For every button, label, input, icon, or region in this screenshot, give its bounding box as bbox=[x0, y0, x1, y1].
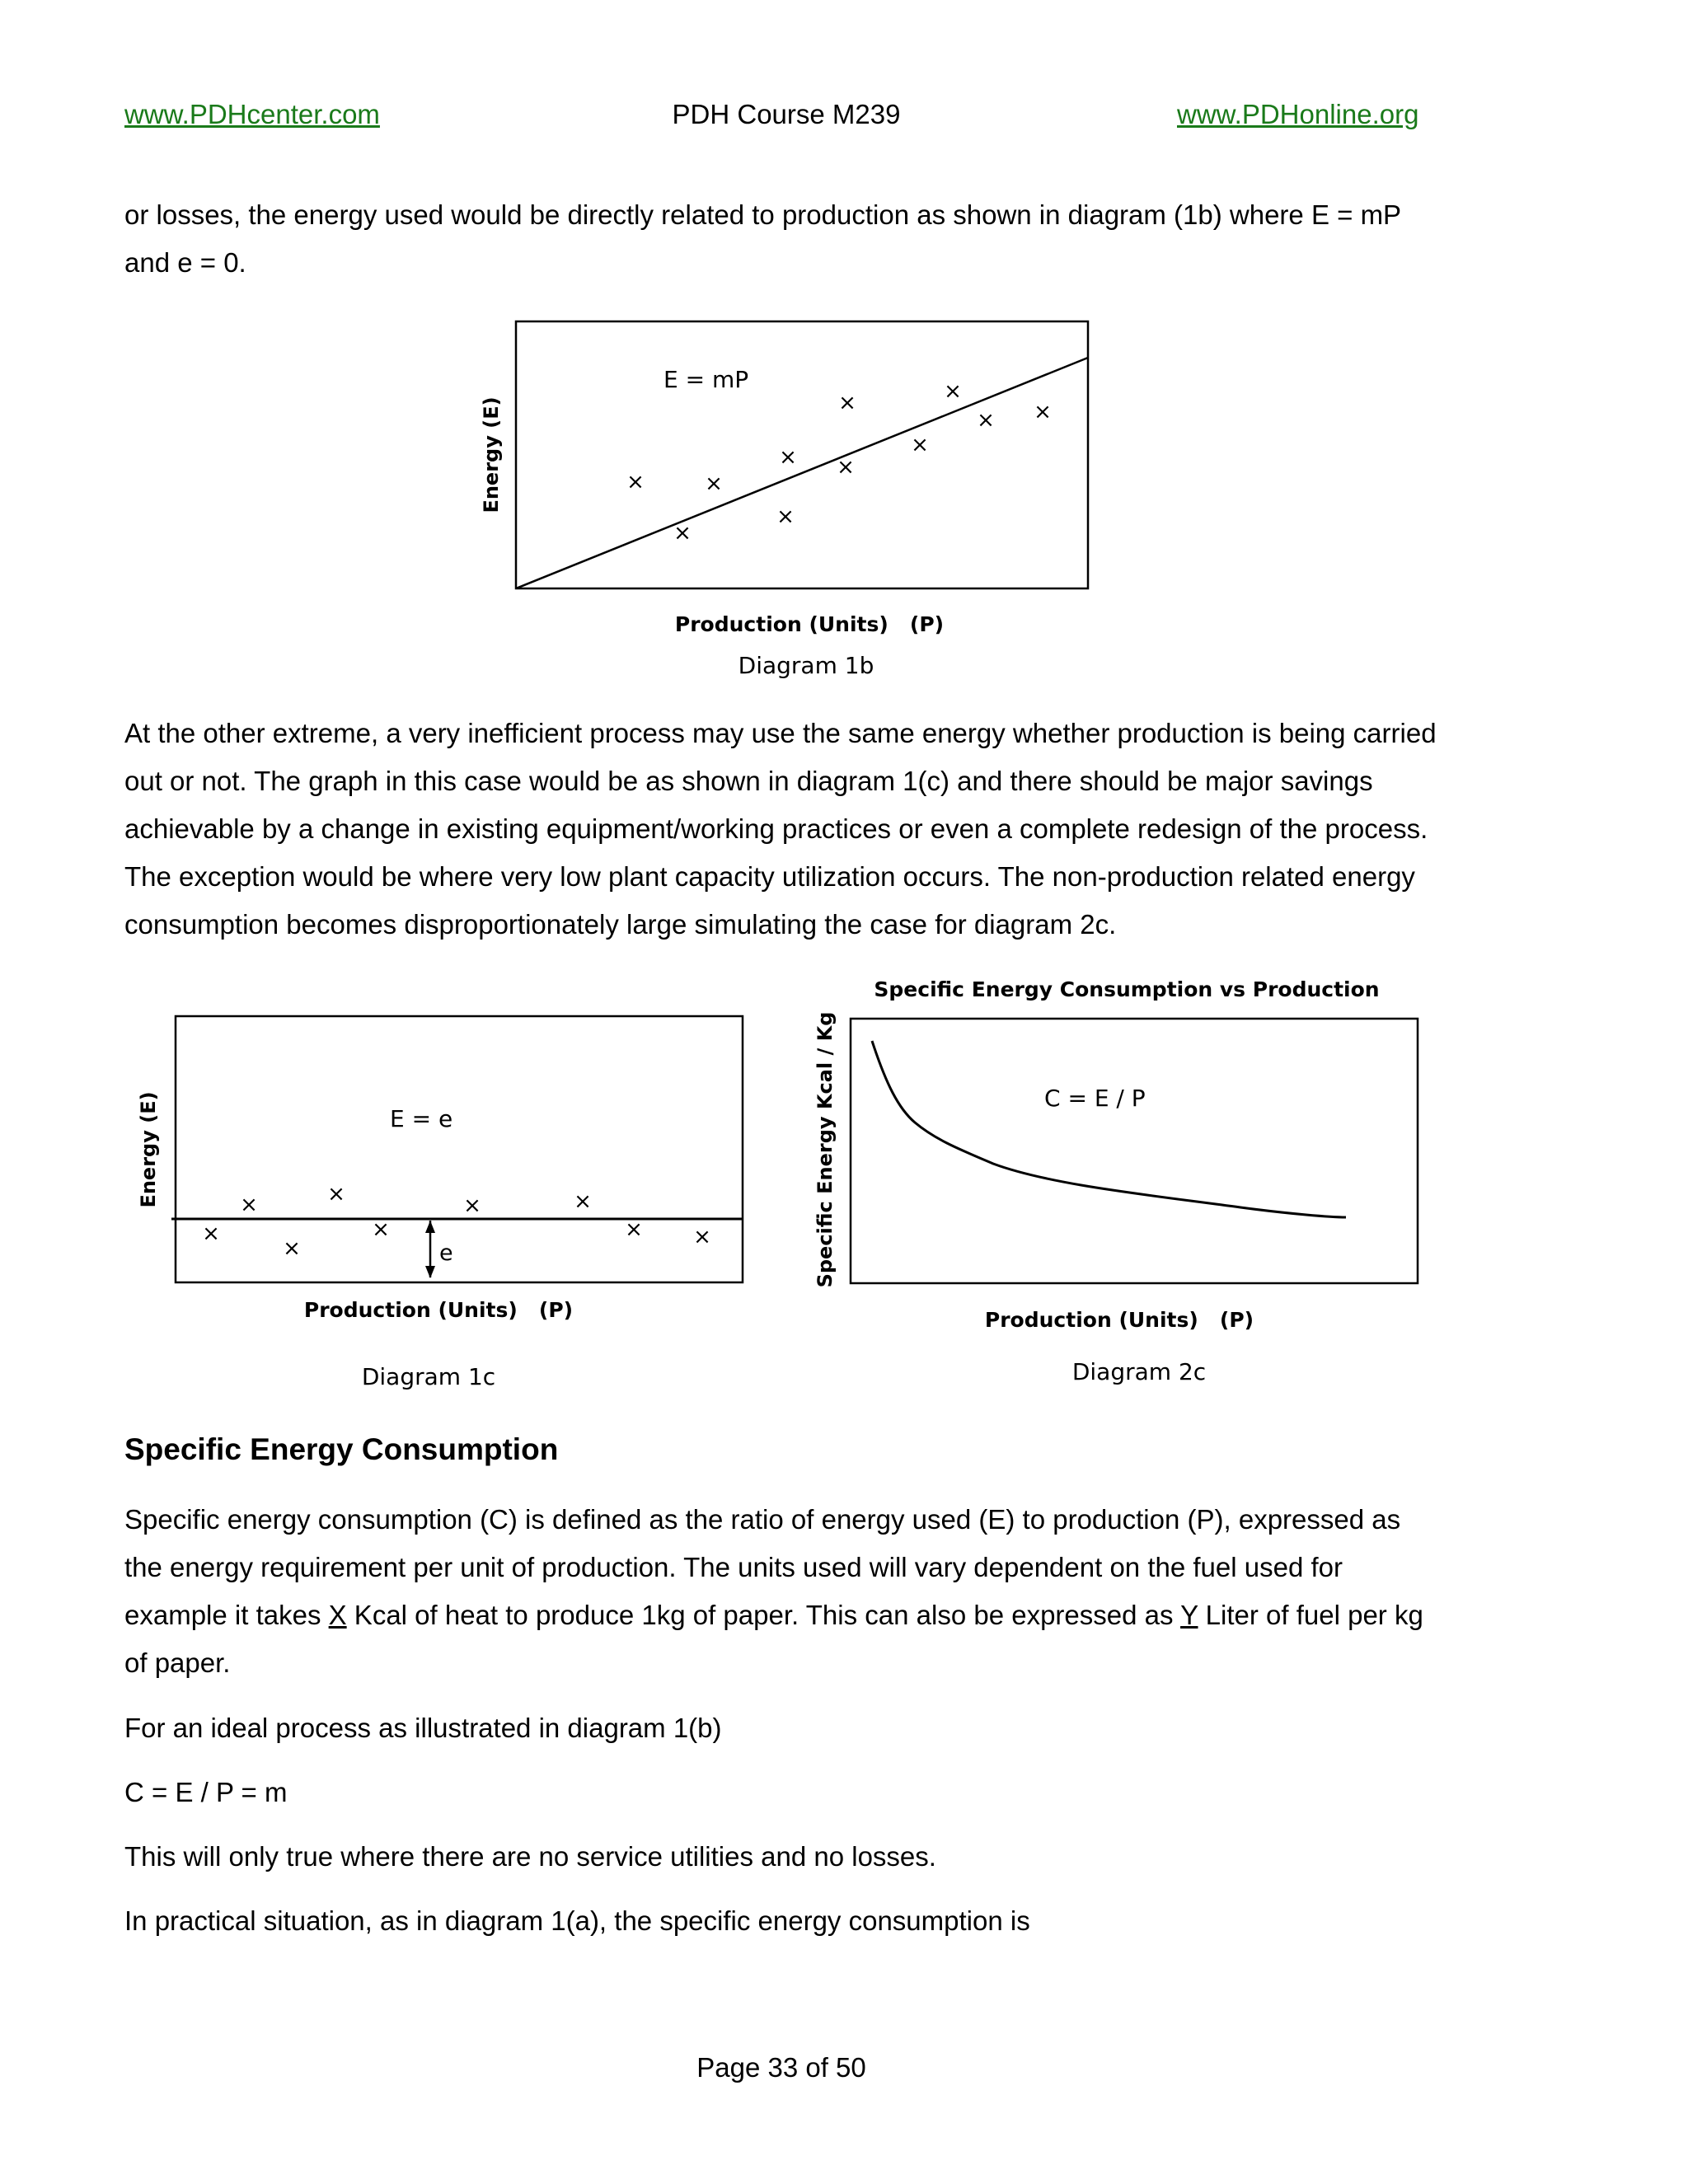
header-link-pdhcenter[interactable]: www.PDHcenter.com bbox=[124, 99, 380, 129]
paragraph-3-part2: Kcal of heat to produce 1kg of paper. This can also be expressed as bbox=[346, 1600, 1181, 1630]
diagram-1b-points bbox=[626, 379, 1052, 546]
diagram-1b-point: × bbox=[1034, 400, 1052, 424]
diagram-1c-offset-label: e bbox=[439, 1240, 453, 1266]
diagram-1b-point: × bbox=[837, 455, 855, 480]
diagram-1c-ylabel: Energy (E) bbox=[137, 1091, 160, 1208]
diagram-1b-point: × bbox=[838, 391, 856, 415]
diagram-1c-points bbox=[202, 1182, 711, 1261]
diagram-2c-frame bbox=[851, 1019, 1418, 1283]
diagram-1b-point: × bbox=[705, 471, 723, 496]
diagram-1b-caption: Diagram 1b bbox=[738, 652, 874, 679]
diagram-1b-point: × bbox=[779, 445, 797, 470]
diagram-1c-point: × bbox=[463, 1193, 481, 1218]
formula: C = E / P = m bbox=[124, 1777, 288, 1807]
diagram-1b-equation: E = mP bbox=[663, 366, 749, 393]
diagram-1c-point: × bbox=[327, 1182, 345, 1207]
page-number: Page 33 of 50 bbox=[696, 2052, 866, 2083]
diagram-1c-point: × bbox=[625, 1217, 643, 1242]
diagram-1b-point: × bbox=[673, 521, 692, 546]
diagram-2c-caption: Diagram 2c bbox=[1071, 1358, 1207, 1385]
diagram-2c-xlabel: Production (Units) (P) bbox=[984, 1308, 1254, 1332]
diagram-2c-ylabel: Specific Energy Kcal / Kg bbox=[814, 1011, 837, 1288]
diagram-1c-point: × bbox=[574, 1189, 592, 1214]
diagram-1c-point: × bbox=[283, 1236, 301, 1261]
variable-y: Y bbox=[1180, 1600, 1198, 1630]
section-heading: Specific Energy Consumption bbox=[124, 1432, 559, 1466]
diagram-1c bbox=[124, 1001, 767, 1397]
diagram-1b-point: × bbox=[911, 433, 929, 457]
diagram-1b-line bbox=[516, 358, 1088, 588]
paragraph-inefficient-process: At the other extreme, a very inefficient process may use the same energy whether production is being carried out or not. The graph in this case would be as shown in diagram 1(c) and there should be major savings achievable by a change in existing equipment/working practices or even a complete redesign of the process. The exception would be where very low plant capacity utilization occurs. The non-production related energy consumption becomes disproportionately large simulating the case for diagram 2c. bbox=[124, 718, 1437, 940]
diagram-2c-equation: C = E / P bbox=[1044, 1085, 1146, 1112]
diagram-1c-equation: E = e bbox=[390, 1105, 453, 1132]
header-link-pdhonline[interactable]: www.PDHonline.org bbox=[1177, 99, 1419, 129]
diagram-1c-point: × bbox=[693, 1225, 711, 1249]
diagram-1b-point: × bbox=[944, 379, 962, 404]
diagram-1b-point: × bbox=[977, 408, 995, 433]
line-only-true: This will only true where there are no service utilities and no losses. bbox=[124, 1841, 936, 1872]
header-course-title: PDH Course M239 bbox=[672, 99, 901, 129]
diagram-1b-xlabel: Production (Units) (P) bbox=[674, 612, 945, 636]
variable-x: X bbox=[328, 1600, 347, 1630]
paragraph-3-part3: Liter of fuel per kg of paper. bbox=[124, 1600, 1423, 1678]
diagram-2c-curve bbox=[872, 1041, 1346, 1217]
diagram-1b-point: × bbox=[776, 504, 795, 529]
line-ideal-process: For an ideal process as illustrated in diagram 1(b) bbox=[124, 1713, 722, 1743]
intro-paragraph: or losses, the energy used would be directly related to production as shown in diagram (1b) where E = mP and e = 0. bbox=[124, 199, 1401, 278]
diagram-1c-point: × bbox=[240, 1193, 258, 1217]
diagram-1b-frame bbox=[516, 321, 1088, 588]
diagram-1c-caption: Diagram 1c bbox=[361, 1363, 496, 1390]
diagram-1c-arrowhead-up bbox=[425, 1221, 435, 1233]
diagram-1c-point: × bbox=[372, 1217, 390, 1242]
diagram-2c bbox=[804, 968, 1438, 1397]
diagram-2c-title: Specific Energy Consumption vs Production bbox=[874, 977, 1380, 1001]
diagram-1c-frame bbox=[176, 1016, 743, 1282]
paragraph-3-part1: Specific energy consumption (C) is defined as the ratio of energy used (E) to production (P), expressed as the energy requirement per unit of production. The units used will vary dependent on the fuel used for example it takes bbox=[124, 1504, 1401, 1630]
diagram-1b bbox=[462, 305, 1104, 684]
diagram-1b-ylabel: Energy (E) bbox=[480, 396, 503, 513]
diagram-1b-point: × bbox=[626, 470, 645, 494]
diagram-1c-xlabel: Production (Units) (P) bbox=[303, 1298, 574, 1322]
diagram-1c-point: × bbox=[202, 1221, 220, 1246]
line-practical-situation: In practical situation, as in diagram 1(a), the specific energy consumption is bbox=[124, 1905, 1030, 1936]
paragraph-specific-energy-definition bbox=[124, 1496, 1443, 1687]
diagram-1c-arrowhead-down bbox=[425, 1266, 435, 1278]
